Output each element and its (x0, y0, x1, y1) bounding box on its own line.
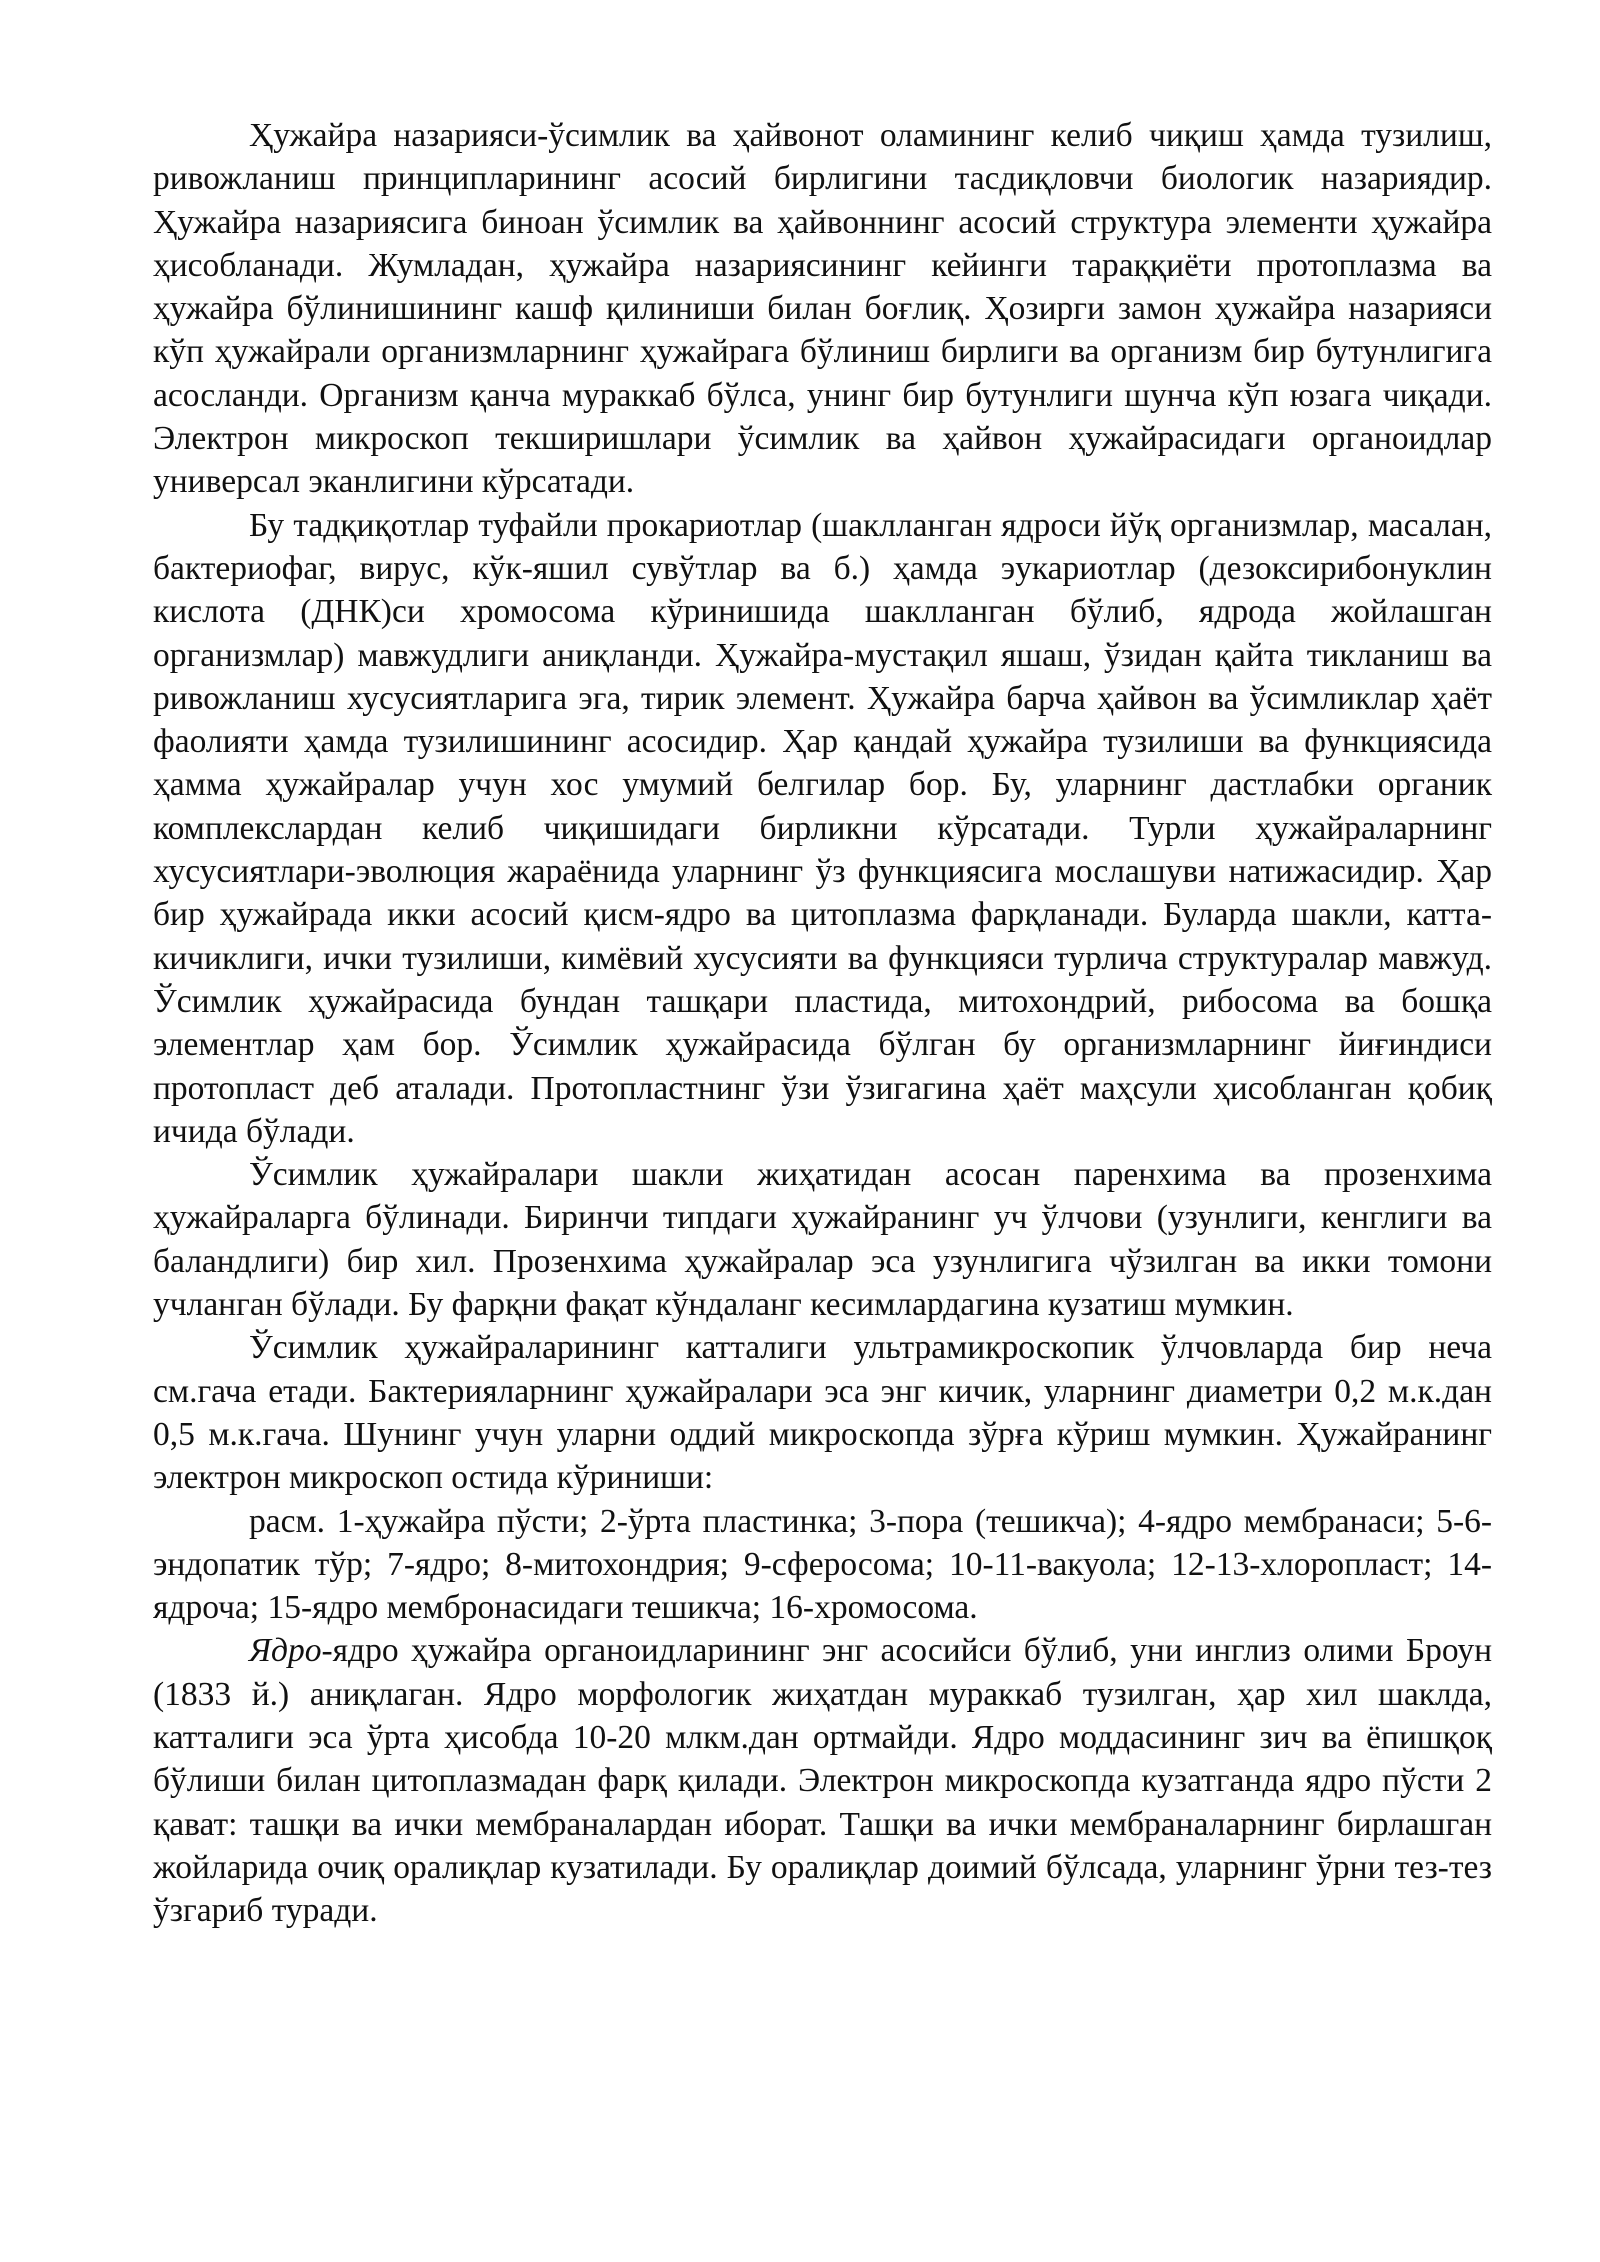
paragraph-cell-theory: Ҳужайра назарияси-ўсимлик ва ҳайвонот оламининг келиб чиқиш ҳамда тузилиш, ривожланиш принципларининг асосий бирлигини тасдиқловчи биологик назариядир. Ҳужайра назариясига биноан ўсимлик ва ҳайвоннинг асосий структура элементи ҳужайра ҳисобланади. Жумладан, ҳужайра назариясининг кейинги тараққиёти протоплазма ва ҳужайра бўлинишининг кашф қилиниши билан боғлиқ. Ҳозирги замон ҳужайра назарияси кўп ҳужайрали организмларнинг ҳужайрага бўлиниш бирлиги ва организм бир бутунлигига асосланди. Организм қанча мураккаб бўлса, унинг бир бутунлиги шунча кўп юзага чиқади. Электрон микроскоп текширишлари ўсимлик ва ҳайвон ҳужайрасидаги органоидлар универсал эканлигини кўрсатади. (153, 117, 1492, 501)
nucleus-term: Ядро (249, 1632, 322, 1670)
paragraph-prokaryotes-eukaryotes: Бу тадқиқотлар туфайли прокариотлар (шаклланган ядроси йўқ организмлар, масалан, бактериофаг, вирус, кўк-яшил сувўтлар ва б.) ҳамда эукариотлар (дезоксирибонуклин кислота (ДНК)си хромосома кўринишида шаклланган бўлиб, ядрода жойлашган организмлар) мавжудлиги аниқланди. Ҳужайра-мустақил яшаш, ўзидан қайта тикланиш ва ривожланиш хусусиятларига эга, тирик элемент. Ҳужайра барча ҳайвон ва ўсимликлар ҳаёт фаолияти ҳамда тузилишининг асосидир. Ҳар қандай ҳужайра тузилиши ва функциясида ҳамма ҳужайралар учун хос умумий белгилар бор. Бу, уларнинг дастлабки органик комплекслардан келиб чиқишидаги бирликни кўрсатади. Турли ҳужайраларнинг хусусиятлари-эволюция жараёнида уларнинг ўз функциясига мослашуви натижасидир. Ҳар бир ҳужайрада икки асосий қисм-ядро ва цитоплазма фарқланади. Буларда шакли, катта-кичиклиги, ички тузилиши, кимёвий хусусияти ва функцияси турлича структуралар мавжуд. Ўсимлик ҳужайрасида бундан ташқари пластида, митохондрий, рибосома ва бошқа элементлар ҳам бор. Ўсимлик ҳужайрасида бўлган бу организмларнинг йиғиндиси протопласт деб аталади. Протопластнинг ўзи ўзигагина ҳаёт маҳсули ҳисобланган қобиқ ичида бўлади. (153, 506, 1492, 1150)
paragraph-nucleus (153, 1629, 1492, 1932)
paragraph-plant-cell-size: Ўсимлик ҳужайраларининг катталиги ультрамикроскопик ўлчовларда бир неча см.гача етади. Бактерияларнинг ҳужайралари эса энг кичик, уларнинг диаметри 0,2 м.к.дан 0,5 м.к.гача. Шунинг учун уларни оддий микроскопда зўрға кўриш мумкин. Ҳужайранинг электрон микроскоп остида кўриниши: (153, 1329, 1492, 1497)
paragraph-plant-cell-shape: Ўсимлик ҳужайралари шакли жиҳатидан асосан паренхима ва прозенхима ҳужайраларга бўлинади. Биринчи типдаги ҳужайранинг уч ўлчови (узунлиги, кенглиги ва баландлиги) бир хил. Прозенхима ҳужайралар эса узунлигига чўзилган ва икки томони учланган бўлади. Бу фарқни фақат кўндаланг кесимлардагина кузатиш мумкин. (153, 1156, 1492, 1324)
nucleus-description: -ядро ҳужайра органоидларининг энг асосийси бўлиб, уни инглиз олими Броун (1833 й.) аниқлаган. Ядро морфологик жиҳатдан мураккаб тузилган, ҳар хил шаклда, катталиги эса ўрта ҳисобда 10-20 млкм.дан ортмайди. Ядро моддасининг зич ва ёпишқоқ бўлиши билан цитоплазмадан фарқ қилади. Электрон микроскопда кузатганда ядро пўсти 2 қават: ташқи ва ички мембраналардан иборат. Ташқи ва ички мембраналарнинг бирлашган жойларида очиқ оралиқлар кузатилади. Бу оралиқлар доимий бўлсада, уларнинг ўрни тез-тез ўзгариб туради. (153, 1632, 1492, 1930)
paragraph-figure-caption: расм. 1-ҳужайра пўсти; 2-ўрта пластинка; 3-пора (тешикча); 4-ядро мембранаси; 5-6-эндопатик тўр; 7-ядро; 8-митохондрия; 9-сферосома; 10-11-вакуола; 12-13-хлоропласт; 14-ядроча; 15-ядро мембронасидаги тешикча; 16-хромосома. (153, 1502, 1492, 1627)
